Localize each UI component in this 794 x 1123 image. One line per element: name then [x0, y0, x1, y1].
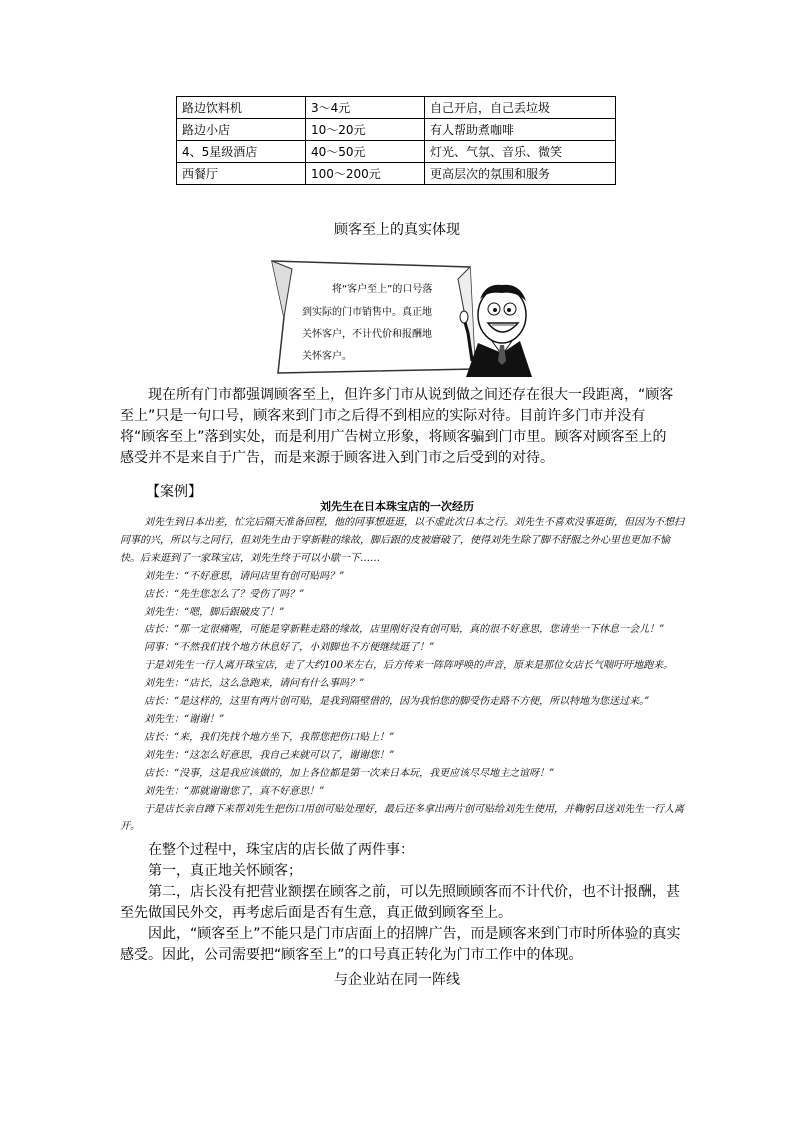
table-cell: 4、5星级酒店 — [177, 141, 306, 163]
table-cell: 路边饮料机 — [177, 97, 306, 119]
table-cell: 10～20元 — [306, 119, 425, 141]
table-cell: 西餐厅 — [177, 163, 306, 185]
table-row — [177, 119, 616, 141]
section-title: 与企业站在同一阵线 — [334, 972, 460, 988]
illustration-text: 到实际的门市销售中。真正地 — [302, 307, 432, 318]
table-cell: 40～50元 — [306, 141, 425, 163]
story-paragraph: 刘先生：“店长，这么急跑来，请问有什么事吗？” — [144, 678, 365, 690]
table-row — [177, 97, 616, 119]
illustration — [270, 257, 540, 377]
table-cell: 灯光、气氛、音乐、微笑 — [425, 141, 616, 163]
story-paragraph: 刘先生：“那就谢谢您了，真不好意思！” — [144, 785, 325, 797]
story-paragraph: 刘先生：“嗯，脚后跟破皮了！” — [144, 606, 285, 618]
table-cell: 有人帮助煮咖啡 — [425, 119, 616, 141]
story-paragraph: 于是刘先生一行人离开珠宝店，走了大约100米左右，后方传来一阵阵呼唤的声音，原来是那位女店长气喘吁吁地跑来。 — [144, 660, 674, 672]
case-title: 刘先生在日本珠宝店的一次经历 — [320, 500, 474, 513]
summary — [120, 840, 684, 966]
story-paragraph: 刘先生：“谢谢！” — [144, 713, 225, 725]
summary-paragraph: 因此，“顾客至上”不能只是门市店面上的招牌广告，而是顾客来到门市时所体验的真实感受。因此，公司需要把“顾客至上”的口号真正转化为门市工作中的体现。 — [120, 926, 681, 963]
illustration-text: 关怀客户。 — [302, 351, 352, 362]
case-story — [120, 514, 684, 836]
summary-paragraph: 第一，真正地关怀顾客； — [148, 863, 302, 879]
price-table — [176, 96, 616, 185]
table-row — [177, 141, 616, 163]
story-paragraph: 刘先生：“不好意思，请问店里有创可贴吗？” — [144, 570, 345, 582]
story-paragraph: 刘先生到日本出差，忙完后隔天准备回程，他的同事想逛逛，以不虚此次日本之行。刘先生不喜欢没事逛街，但因为不想扫同事的兴，所以与之同行，但刘先生由于穿新鞋的缘故，脚后跟的皮被磨破了，使得刘先生除了脚不舒服之外心里也更加不愉快。后来逛到了一家珠宝店，刘先生终于可以小歇一下…… — [120, 517, 684, 564]
story-paragraph: 于是店长亲自蹲下来帮刘先生把伤口用创可贴处理好，最后还多拿出两片创可贴给刘先生使用，并鞠躬目送刘先生一行人离开。 — [120, 803, 684, 833]
case-label: 【案例】 — [146, 484, 202, 500]
story-paragraph: 店长：“是这样的，这里有两片创可贴，是我到隔壁借的，因为我怕您的脚受伤走路不方便，所以特地为您送过来。” — [144, 696, 650, 708]
table-cell: 3～4元 — [306, 97, 425, 119]
section-title: 顾客至上的真实体现 — [334, 222, 460, 238]
table-cell: 路边小店 — [177, 119, 306, 141]
story-paragraph: 同事：“不然我们找个地方休息好了，小刘脚也不方便继续逛了！” — [144, 642, 435, 654]
table-row — [177, 163, 616, 185]
summary-paragraph: 第二，店长没有把营业额摆在顾客之前，可以先照顾顾客而不计代价，也不计报酬，甚至先做国民外交，再考虑后面是否有生意，真正做到顾客至上。 — [120, 884, 680, 921]
summary-paragraph: 在整个过程中，珠宝店的店长做了两件事： — [148, 842, 414, 858]
story-paragraph: 店长：“先生您怎么了？受伤了吗？” — [144, 588, 305, 600]
intro-paragraph: 现在所有门市都强调顾客至上，但许多门市从说到做之间还存在很大一段距离，“顾客至上”只是一句口号，顾客来到门市之后得不到相应的实际对待。目前许多门市并没有将“顾客至上”落到实处，而是利用广告树立形象，将顾客骗到门市里。顾客对顾客至上的感受并不是来自于广告，而是来源于顾客进入到门市之后受到的对待。 — [120, 387, 674, 466]
illustration-text: 将“客户至上”的口号落 — [332, 284, 433, 295]
table-cell: 100～200元 — [306, 163, 425, 185]
story-paragraph: 店长：“来，我们先找个地方坐下，我帮您把伤口贴上！” — [144, 731, 395, 743]
story-paragraph: 刘先生：“这怎么好意思，我自己来就可以了，谢谢您！” — [144, 749, 395, 761]
illustration-text: 关怀客户，不计代价和报酬地 — [302, 329, 432, 340]
table-cell: 更高层次的氛围和服务 — [425, 163, 616, 185]
story-paragraph: 店长：“没事，这是我应该做的，加上各位都是第一次来日本玩，我更应该尽尽地主之谊呀！” — [144, 767, 555, 779]
table-cell: 自己开启，自己丢垃圾 — [425, 97, 616, 119]
story-paragraph: 店长：“那一定很痛喔，可能是穿新鞋走路的缘故，店里刚好没有创可贴，真的很不好意思，您请坐一下休息一会儿！” — [144, 624, 665, 636]
